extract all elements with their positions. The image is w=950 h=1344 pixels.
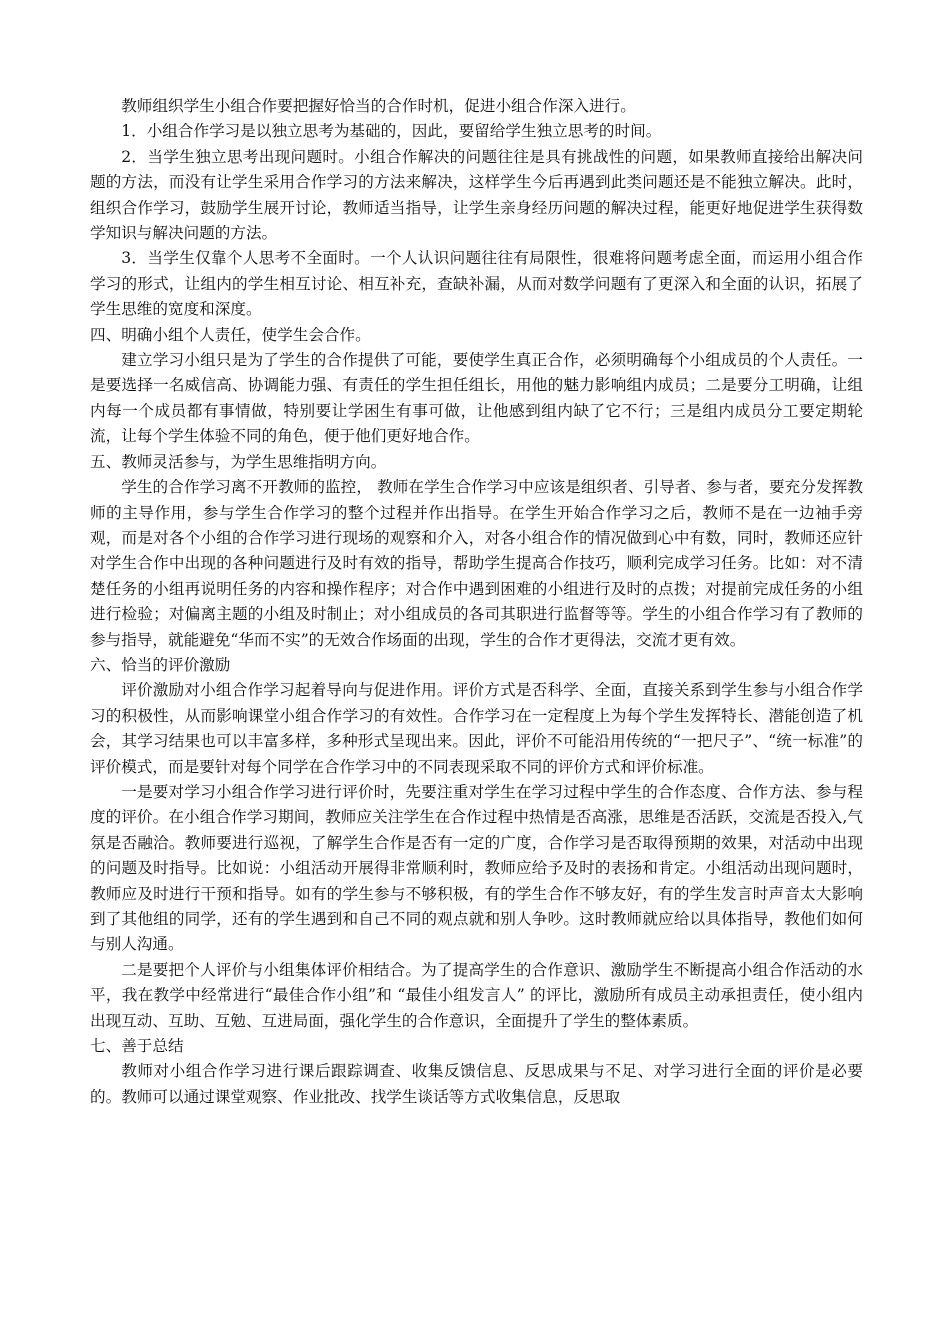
paragraph-section-6-c: 二是要把个人评价与小组集体评价相结合。为了提高学生的合作意识、激励学生不断提高小组合作活动的水平，我在教学中经常进行“最佳合作小组”和 “最佳小组发言人” 的评比，激励所有成员主动承担责任，使小组内出现互动、互助、互勉、互进局面，强化学生的合作意识，全面提升了学生的整体素质。 (90, 960, 863, 1030)
paragraph-point-1: 1．小组合作学习是以独立思考为基础的，因此，要留给学生独立思考的时间。 (121, 122, 662, 141)
paragraph-section-7: 教师对小组合作学习进行课后跟踪调查、收集反馈信息、反思成果与不足、对学习进行全面的评价是必要的。教师可以通过课堂观察、作业批改、找学生谈话等方式收集信息，反思取 (90, 1062, 863, 1106)
document-body (90, 94, 863, 1110)
paragraph-point-2: 2．当学生独立思考出现问题时。小组合作解决的问题往往是具有挑战性的问题，如果教师直接给出解决问题的方法，而没有让学生采用合作学习的方法来解决，这样学生今后再遇到此类问题还是不能独立解决。此时，组织合作学习，鼓励学生展开讨论，教师适当指导，让学生亲身经历问题的解决过程，能更好地促进学生获得数学知识与解决问题的方法。 (90, 147, 863, 243)
paragraph-point-3: 3．当学生仅靠个人思考不全面时。一个人认识问题往往有局限性，很难将问题考虑全面，而运用小组合作学习的形式，让组内的学生相互讨论、相互补充，查缺补漏，从而对数学问题有了更深入和全面的认识，拓展了学生思维的宽度和深度。 (90, 249, 863, 319)
paragraph-section-4: 建立学习小组只是为了学生的合作提供了可能，要使学生真正合作，必须明确每个小组成员的个人责任。一是要选择一名威信高、协调能力强、有责任的学生担任组长，用他的魅力影响组内成员；二是要分工明确，让组内每一个成员都有事情做，特别要让学困生有事可做，让他感到组内缺了它不行；三是组内成员分工要定期轮流，让每个学生体验不同的角色，便于他们更好地合作。 (90, 351, 863, 446)
section-heading-7: 七、善于总结 (90, 1037, 184, 1056)
paragraph-section-5: 学生的合作学习离不开教师的监控， 教师在学生合作学习中应该是组织者、引导者、参与者，要充分发挥教师的主导作用，参与学生合作学习的整个过程并作出指导。在学生开始合作学习之后，教师不是在一边袖手旁观，而是对各个小组的合作学习进行现场的观察和介入，对各小组合作的情况做到心中有数，同时，教师还应针对学生合作中出现的各种问题进行及时有效的指导，帮助学生提高合作技巧，顺利完成学习任务。比如：对不清楚任务的小组再说明任务的内容和操作程序；对合作中遇到困难的小组进行及时的点拨；对提前完成任务的小组进行检验；对偏离主题的小组及时制止；对小组成员的各司其职进行监督等等。学生的小组合作学习有了教师的参与指导，就能避免“华而不实”的无效合作场面的出现，学生的合作才更得法，交流才更有效。 (90, 478, 863, 649)
section-heading-4: 四、明确小组个人责任，使学生会合作。 (90, 325, 371, 344)
paragraph-section-6-a: 评价激励对小组合作学习起着导向与促进作用。评价方式是否科学、全面，直接关系到学生参与小组合作学习的积极性，从而影响课堂小组合作学习的有效性。合作学习在一定程度上为每个学生发挥特长、潜能创造了机会，其学习结果也可以丰富多样，多种形式呈现出来。因此，评价不可能沿用传统的“一把尺子”、“统一标准”的评价模式，而是要针对每个同学在合作学习中的不同表现采取不同的评价方式和评价标准。 (90, 681, 863, 776)
section-heading-5: 五、教师灵活参与，为学生思维指明方向。 (90, 452, 387, 471)
section-heading-6: 六、恰当的评价激励 (90, 655, 231, 674)
paragraph-intro: 教师组织学生小组合作要把握好恰当的合作时机，促进小组合作深入进行。 (121, 97, 636, 115)
paragraph-section-6-b: 一是要对学习小组合作学习进行评价时，先要注重对学生在学习过程中学生的合作态度、合作方法、参与程度的评价。在小组合作学习期间，教师应关注学生在合作过程中热情是否高涨，思维是否活跃，交流是否投入,气氛是否融洽。教师要进行巡视，了解学生合作是否有一定的广度，合作学习是否取得预期的效果，对活动中出现的问题及时指导。比如说：小组活动开展得非常顺利时，教师应给予及时的表扬和肯定。小组活动出现问题时，教师应及时进行干预和指导。如有的学生参与不够积极，有的学生合作不够友好，有的学生发言时声音太大影响到了其他组的同学，还有的学生遇到和自己不同的观点就和别人争吵。这时教师就应给以具体指导，教他们如何与别人沟通。 (90, 782, 863, 954)
